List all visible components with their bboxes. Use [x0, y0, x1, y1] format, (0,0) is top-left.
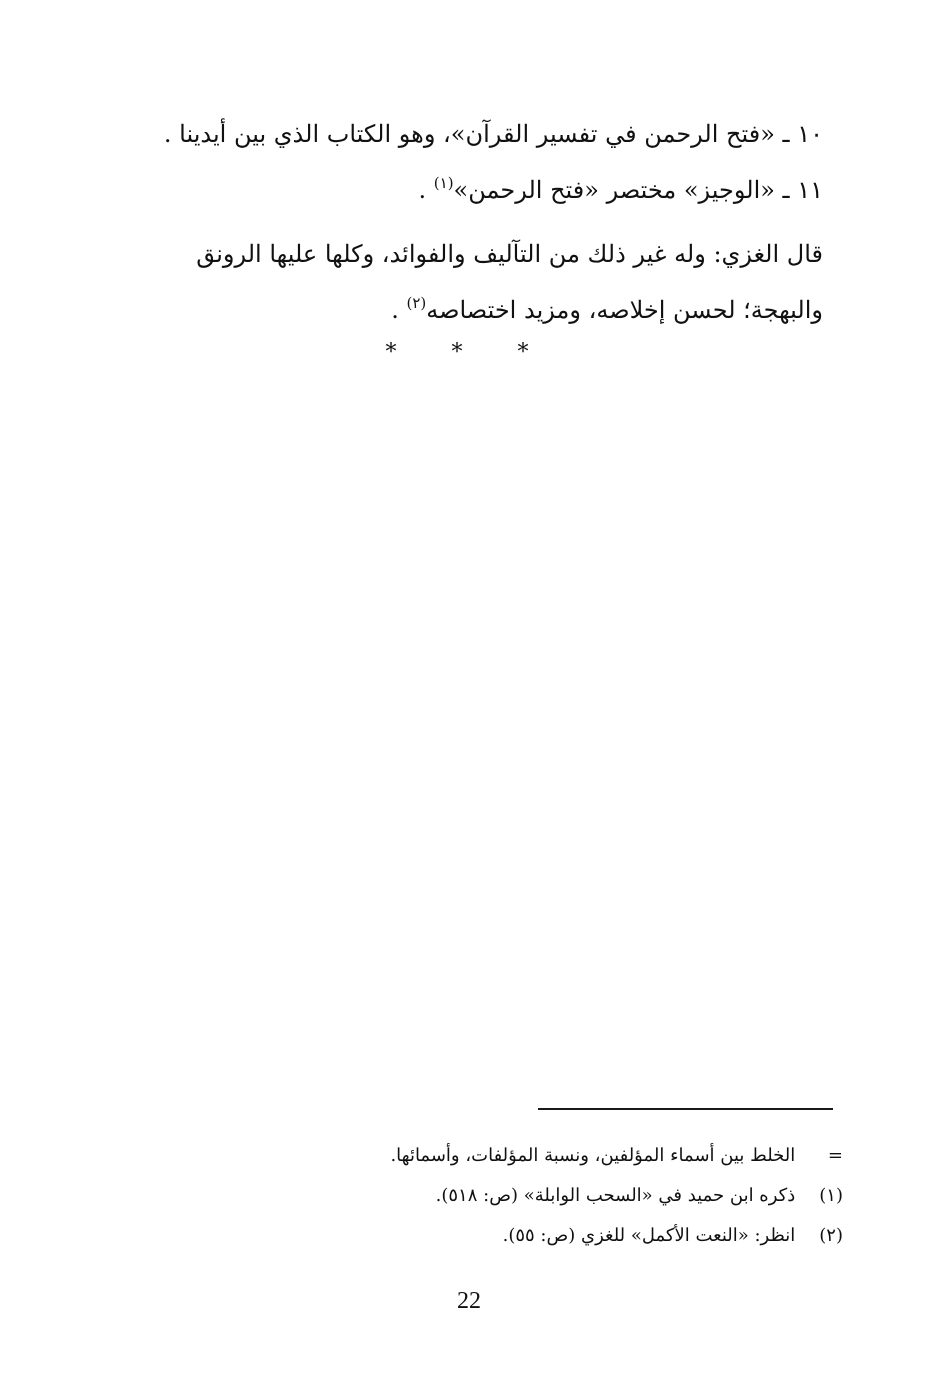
- page-number: 22: [457, 1288, 481, 1314]
- list-item-11: ١١ ـ «الوجيز» مختصر «فتح الرحمن»: [453, 176, 823, 204]
- main-text-line-4: [103, 282, 823, 341]
- line-4-end-punctuation: .: [391, 296, 407, 324]
- footnote-2: [83, 1216, 843, 1256]
- footnote-2-mark: (٢): [819, 1225, 843, 1246]
- footnote-1-mark: (١): [819, 1185, 843, 1206]
- footnote-continuation: [83, 1136, 843, 1176]
- footnote-1: [83, 1176, 843, 1216]
- footnotes: [83, 1136, 843, 1256]
- section-separator: * * *: [385, 340, 553, 365]
- footnote-divider: [538, 1108, 833, 1110]
- paragraph-line-4: والبهجة؛ لحسن إخلاصه، ومزيد اختصاصه: [426, 296, 823, 324]
- continuation-mark: =: [827, 1145, 843, 1166]
- continuation-text: الخلط بين أسماء المؤلفين، ونسبة المؤلفات، وأسمائها.: [390, 1145, 796, 1166]
- line-2-end-punctuation: .: [418, 176, 434, 204]
- list-item-10: ١٠ ـ «فتح الرحمن في تفسير القرآن»، وهو الكتاب الذي بين أيدينا .: [163, 120, 823, 148]
- paragraph-line-3: قال الغزي: وله غير ذلك من التآليف والفوائد، وكلها عليها الرونق: [196, 240, 823, 268]
- footnote-2-text: انظر: «النعت الأكمل» للغزي (ص: ٥٥).: [502, 1225, 796, 1246]
- footnote-1-text: ذكره ابن حميد في «السحب الوابلة» (ص: ٥١٨).: [435, 1185, 796, 1206]
- footnote-ref-2: (٢): [406, 294, 427, 312]
- main-text-line-3: [103, 226, 823, 282]
- main-text-line-1: [103, 106, 823, 162]
- main-text-line-2: [103, 162, 823, 221]
- footnote-ref-1: (١): [433, 174, 454, 192]
